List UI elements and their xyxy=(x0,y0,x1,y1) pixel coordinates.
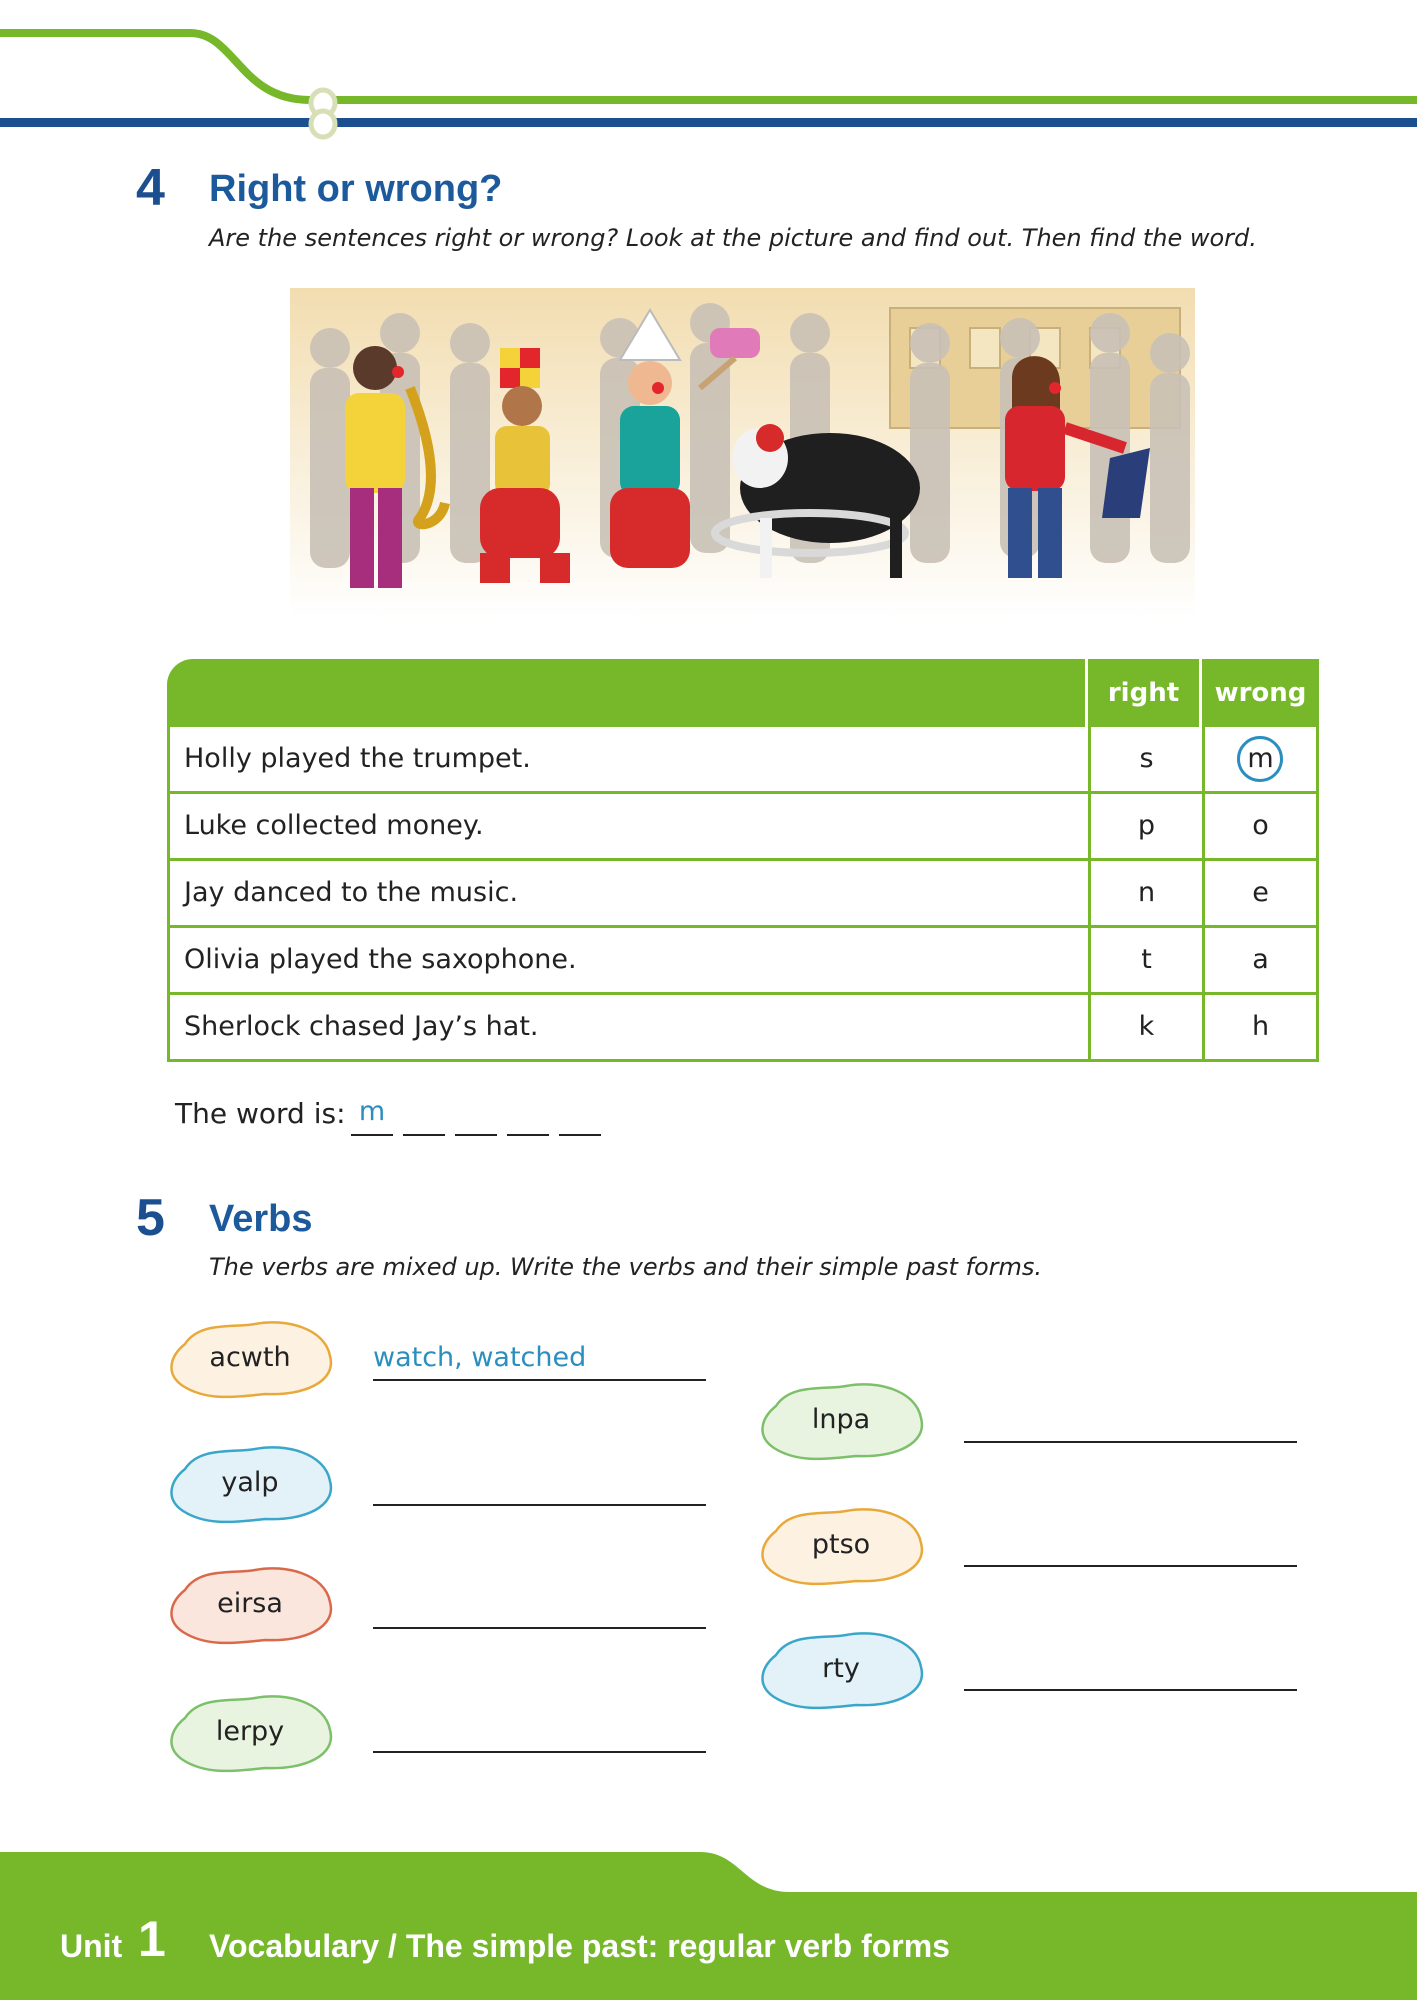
sentence: Holly played the trumpet. xyxy=(184,743,531,774)
footer-band xyxy=(0,1852,1417,2000)
answer-line[interactable] xyxy=(373,1504,706,1506)
right-option[interactable]: s xyxy=(1139,743,1154,774)
answer-line[interactable] xyxy=(964,1689,1297,1691)
exercise-4-title: Right or wrong? xyxy=(209,168,503,210)
word-blank-5[interactable] xyxy=(559,1134,601,1136)
answer-line[interactable] xyxy=(373,1379,706,1381)
word-blank-3[interactable] xyxy=(455,1134,497,1136)
exercise-4-instruction: Are the sentences right or wrong? Look at the picture and find out. Then find the word. xyxy=(209,224,1257,252)
right-option[interactable]: p xyxy=(1137,810,1156,841)
right-option[interactable]: t xyxy=(1141,944,1152,975)
exercise-5-title: Verbs xyxy=(209,1198,313,1240)
wrong-option[interactable]: o xyxy=(1252,810,1269,841)
answer-line[interactable] xyxy=(964,1441,1297,1443)
table-row xyxy=(170,992,1316,1059)
wrong-option[interactable]: m xyxy=(1247,743,1274,774)
wrong-option[interactable]: a xyxy=(1252,944,1269,975)
table-row xyxy=(170,791,1316,858)
answer-line[interactable] xyxy=(373,1627,706,1629)
word-letter-1: m xyxy=(358,1096,386,1127)
footer-title: Vocabulary / The simple past: regular verb forms xyxy=(209,1928,950,1964)
word-blank-1[interactable] xyxy=(351,1134,393,1136)
circus-illustration xyxy=(290,288,1195,618)
word-blank-2[interactable] xyxy=(403,1134,445,1136)
footer-unit-number: 1 xyxy=(138,1911,166,1967)
table-row xyxy=(170,727,1316,791)
footer-unit-label: Unit xyxy=(60,1928,123,1964)
exercise-4-number: 4 xyxy=(136,159,165,217)
sentence: Luke collected money. xyxy=(184,810,484,841)
right-option[interactable]: n xyxy=(1137,877,1156,908)
scrambled-word: eirsa xyxy=(217,1588,283,1619)
table-row xyxy=(170,925,1316,992)
sentence: Sherlock chased Jay’s hat. xyxy=(184,1011,539,1042)
right-option[interactable]: k xyxy=(1138,1011,1155,1042)
answer-text: watch, watched xyxy=(373,1342,587,1373)
header-decoration xyxy=(0,0,1417,140)
header-wrong: wrong xyxy=(1214,678,1307,708)
table-row xyxy=(170,858,1316,925)
exercise-5-instruction: The verbs are mixed up. Write the verbs and their simple past forms. xyxy=(209,1253,1043,1281)
word-label: The word is: xyxy=(175,1097,346,1130)
answer-line[interactable] xyxy=(964,1565,1297,1567)
header-right: right xyxy=(1107,678,1180,708)
exercise-5-number: 5 xyxy=(136,1189,165,1247)
table-header xyxy=(167,659,1319,727)
wrong-option[interactable]: h xyxy=(1251,1011,1270,1042)
answer-line[interactable] xyxy=(373,1751,706,1753)
scrambled-word: lnpa xyxy=(811,1404,871,1435)
scrambled-word: acwth xyxy=(209,1342,291,1373)
word-blank-4[interactable] xyxy=(507,1134,549,1136)
wrong-option[interactable]: e xyxy=(1252,877,1269,908)
scrambled-word: lerpy xyxy=(215,1716,285,1747)
scrambled-word: rty xyxy=(822,1653,860,1684)
scrambled-word: ptso xyxy=(811,1529,871,1560)
scrambled-word: yalp xyxy=(221,1467,279,1498)
sentence: Olivia played the saxophone. xyxy=(184,944,577,975)
sentence: Jay danced to the music. xyxy=(184,877,519,908)
